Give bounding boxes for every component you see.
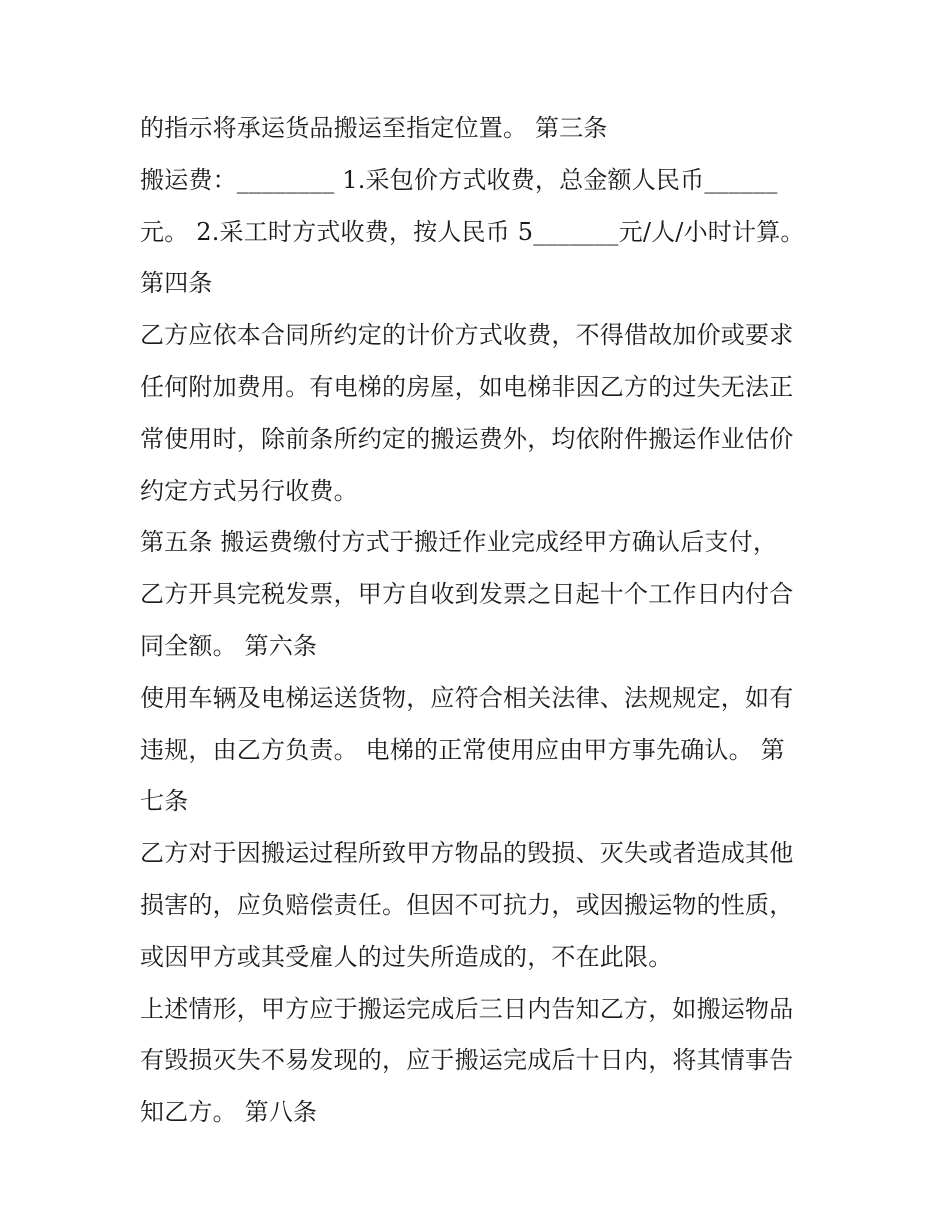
text-line: 搬运费：________ 1.采包价方式收费，总金额人民币______ xyxy=(140,165,778,194)
text-line: 第四条 xyxy=(140,269,213,298)
text-line: 上述情形，甲方应于搬运完成后三日内告知乙方，如搬运物品 xyxy=(140,994,794,1023)
text-line: 有毁损灭失不易发现的，应于搬运完成后十日内，将其情事告 xyxy=(140,1046,794,1075)
text-line: 同全额。 第六条 xyxy=(140,631,318,660)
text-line: 第五条 搬运费缴付方式于搬迁作业完成经甲方确认后支付， xyxy=(140,528,778,557)
text-line: 七条 xyxy=(140,787,189,816)
text-line: 常使用时，除前条所约定的搬运费外，均依附件搬运作业估价 xyxy=(140,424,794,453)
text-line: 使用车辆及电梯运送货物，应符合相关法律、法规规定，如有 xyxy=(140,683,794,712)
text-line: 乙方应依本合同所约定的计价方式收费，不得借故加价或要求 xyxy=(140,321,794,350)
text-line: 约定方式另行收费。 xyxy=(140,476,358,505)
text-line: 的指示将承运货品搬运至指定位置。 第三条 xyxy=(140,114,608,142)
text-line: 或因甲方或其受雇人的过失所造成的，不在此限。 xyxy=(140,942,673,971)
text-line: 元。 2.采工时方式收费，按人民币 5_______元/人/小时计算。 xyxy=(140,217,805,246)
text-line: 知乙方。 第八条 xyxy=(140,1098,318,1127)
text-line: 损害的，应负赔偿责任。但因不可抗力，或因搬运物的性质， xyxy=(140,890,794,919)
text-line: 乙方开具完税发票，甲方自收到发票之日起十个工作日内付合 xyxy=(140,580,794,609)
contract-text xyxy=(140,103,830,1139)
text-line: 乙方对于因搬运过程所致甲方物品的毁损、灭失或者造成其他 xyxy=(140,839,794,868)
text-line: 任何附加费用。有电梯的房屋，如电梯非因乙方的过失无法正 xyxy=(140,372,794,401)
text-line: 违规，由乙方负责。 电梯的正常使用应由甲方事先确认。 第 xyxy=(140,735,785,764)
